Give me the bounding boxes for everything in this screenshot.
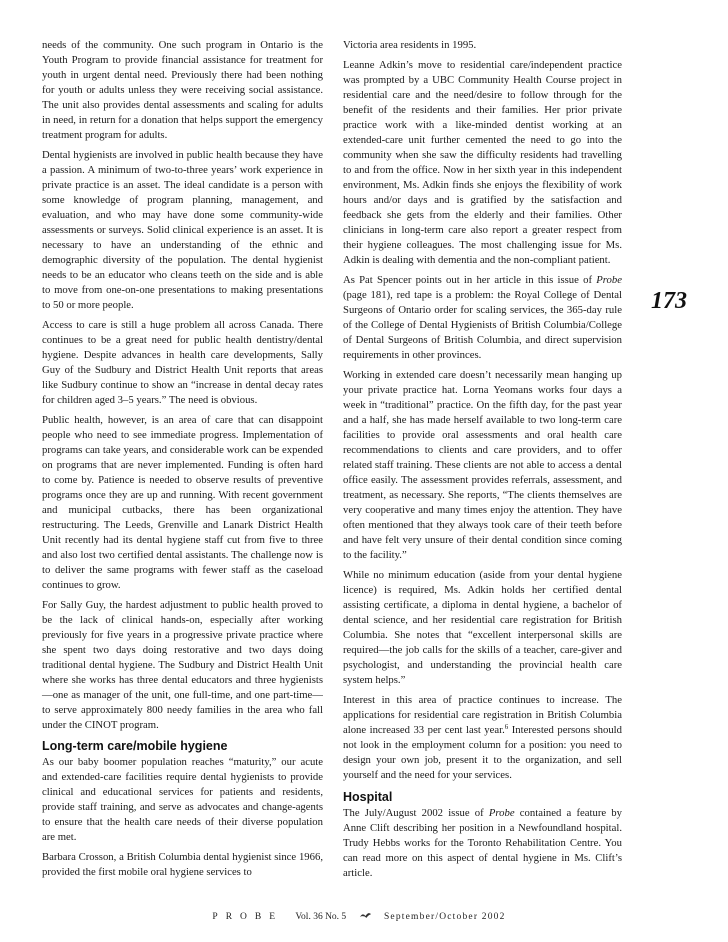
paragraph-community-programs: needs of the community. One such program in Ontario is the Youth Program to provide financial assistance for treatment for youth in urgent dental need. Previously there had been nothing for youth or adults unless they were receiving social assistance. The unit also provides dental assessments and scaling for adults in need, in return for a donation that helps support the emergency treatment program for adults.: [42, 39, 323, 141]
probe-title: Probe: [488, 807, 515, 819]
paragraph-lorna-yeomans: Working in extended care doesn’t necessarily mean hanging up your private practice hat. Lorna Yeomans works four days a week in “traditional” practice. On the fifth day, for the past year and a half, she has made herself available to two long-term care facilities to provide oral assessments and oral health care recommendations to clients and care providers, and to offer related staff training. These clients are not able to access a dental office easily. The assessment provides referrals, assessment, and treatment, as necessary. She reports, “The clients themselves are very cooperative and many times enjoy the attention. They have often mentioned that they always took care of their teeth before and have felt very unsure of their dental condition since coming to the facility.”: [343, 369, 622, 561]
paragraph-education: While no minimum education (aside from your dental hygiene licence) is required, Ms. Adkin holds her certified dental assisting certificate, a diploma in dental hygiene, a bachelor of dental science, and her residential care registration for British Columbia. She notes that “excellent interpersonal skills are required—the job calls for the skills of a teacher, care-giver and psychologist, and understanding the provincial health care system helps.”: [343, 569, 622, 686]
paragraph-baby-boomer: As our baby boomer population reaches “maturity,” our acute and extended-care facilities require dental hygienists to provide clinical and educational services for patients and residents, provide staff training, and serve as advocates and change-agents to ensure that the health care needs of their diverse population are met.: [42, 756, 323, 843]
heading-hospital: Hospital: [343, 790, 393, 804]
left-column: [42, 38, 323, 885]
journal-name: PROBE: [212, 912, 284, 922]
paragraph-sally-guy: For Sally Guy, the hardest adjustment to public health proved to be the lack of clinical hands-on, especially after working previously for five years in a progressive private practice where she spent two days doing restorative and two days doing traditional dental hygiene. The Sudbury and District Health Unit where she works has three dental educators and three hygienists—one as manager of the unit, one full-time, and one part-time—to serve approximately 800 needy families in the area who fall under the CINOT program.: [42, 599, 323, 731]
page-footer: [0, 911, 728, 922]
paragraph-access-to-care: Access to care is still a huge problem all across Canada. There continues to be a great need for public health dentistry/dental hygiene. Despite advances in health care developments, Sally Guy of the Sudbury and District Health Unit reports that areas like Sudbury continue to show an “increase in dental decay rates for children aged 3–5 years.” The need is obvious.: [42, 319, 323, 406]
paragraph-hospital: The July/August 2002 issue of Probe contained a feature by Anne Clift describing her position in a Newfoundland hospital. Trudy Hebbs works for the Toronto Rehabilitation Centre. You can read more on this aspect of dental hygiene in Ms. Clift’s article.: [343, 807, 622, 879]
issue-date: September/October 2002: [383, 912, 506, 922]
probe-title: Probe: [596, 274, 622, 286]
paragraph-victoria: Victoria area residents in 1995.: [343, 39, 477, 51]
volume-issue: Vol. 36 No. 5: [295, 912, 347, 922]
paragraph-leanne-adkin: Leanne Adkin’s move to residential care/independent practice was prompted by a UBC Community Health Course project in residential care and the need/desire to follow through for the benefit of the residents and their families. Her prior private practice work with a like-minded dentist working at an extended-care unit further cemented the need to go into the community when she saw the difficulty residents had travelling to and from the office. Now in her sixth year in this independent environment, Ms. Adkin finds she enjoys the flexibility of work hours and/or days and is gratified by the satisfaction and feedback she gets from the elderly and their families. Other clinicians in long-term care also report a greater respect from their hygiene colleagues. The most challenging issue for Ms. Adkin is dealing with dementia and the non-compliant patient.: [343, 59, 622, 266]
paragraph-barbara-crosson: Barbara Crosson, a British Columbia dental hygienist since 1966, provided the first mobile oral hygiene services to: [42, 851, 323, 878]
right-column: [343, 38, 622, 886]
paragraph-public-health-disappoint: Public health, however, is an area of care that can disappoint people who need to see immediate progress. Implementation of programs can take years, and considerable work can be expended on programs that are never implemented. Funding is often hard to come by. Patience is needed to observe results of preventive programs once they are up and running. With recent government and municipal cutbacks, there has been organizational restructuring. The Leeds, Grenville and Lanark District Health Unit recently had its dental hygiene staff cut from five to three and also lost two certified dental assistants. The challenge now is to deliver the same programs with fewer staff as the caseload continues to grow.: [42, 414, 323, 591]
paragraph-interest: Interest in this area of practice continues to increase. The applications for residential care registration in British Columbia alone increased 33 per cent last year.$^6$ Interested persons should not look in the employment column for a position: you need to design your own job, present it to the organization, and sell yourself and the need for your services.: [343, 694, 622, 781]
paragraph-pat-spencer: As Pat Spencer points out in her article in this issue of Probe (page 181), red tape is a problem: the Royal College of Dental Surgeons of Ontario order for scaling services, the 365-day rule of the College of Dental Hygienists of British Columbia/College of Dental Surgeons of British Columbia, and direct supervision requirements in other provinces.: [343, 274, 622, 361]
paragraph-public-health-passion: Dental hygienists are involved in public health because they have a passion. A minimum of two-to-three years’ work experience in private practice is an asset. The ideal candidate is a person with some knowledge of program planning, management, and evaluation, and who may have done some community-wide assessments or surveys. Solid clinical experience is an asset. It is necessary to have an understanding of the ethnic and demographic diversity of the population. The dental hygienist needs to be an educator who cleans teeth on the side and is able to move from one-on-one presentations to making presentations to 50 or more people.: [42, 149, 323, 311]
heading-long-term-care: Long-term care/mobile hygiene: [42, 739, 228, 753]
footnote-ref: 6: [504, 723, 509, 731]
flying-bird-icon: [359, 911, 372, 920]
page-number: 173: [651, 288, 687, 314]
